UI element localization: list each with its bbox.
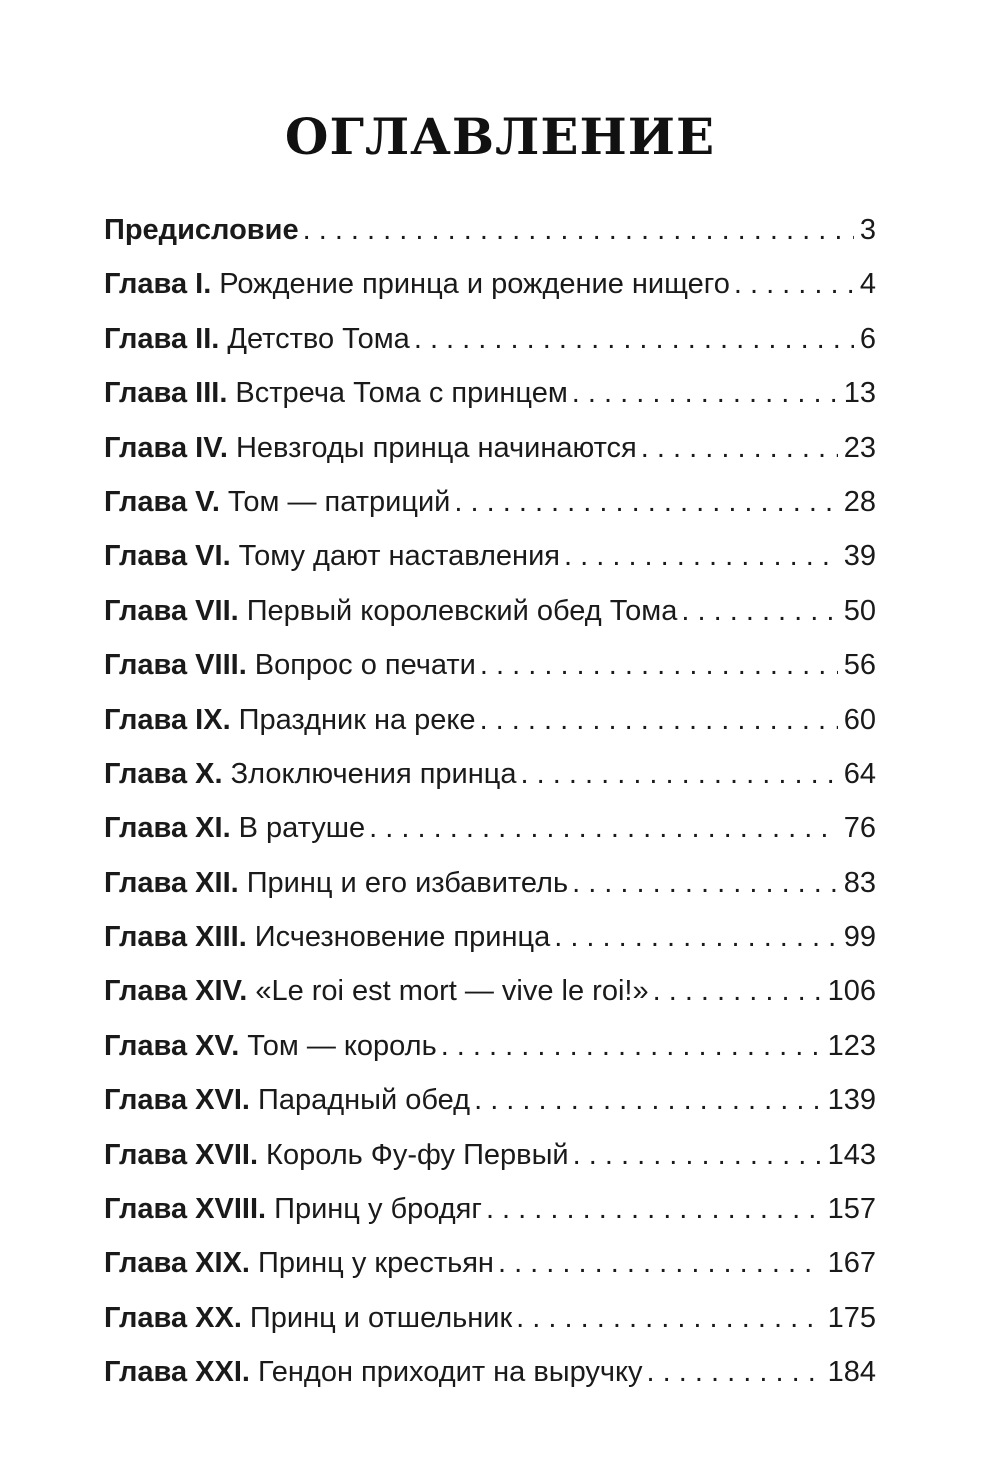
toc-entry-chapter-4 <box>104 432 876 486</box>
toc-entry-chapter-7 <box>104 595 876 649</box>
toc-entry-label: Глава XVI. <box>104 1084 250 1117</box>
toc-entry-chapter-16 <box>104 1084 876 1138</box>
page-title: ОГЛАВЛЕНИЕ <box>284 107 716 166</box>
toc-entry-chapter-17 <box>104 1139 876 1193</box>
toc-entry-label: Глава XIV. <box>104 975 248 1008</box>
toc-page-number: 64 <box>843 757 876 790</box>
toc-entry-title: Рождение принца и рождение нищего <box>219 268 730 301</box>
toc-entry-label: Глава XIII. <box>104 921 247 954</box>
toc-page-number: 50 <box>843 594 876 627</box>
toc-entry-chapter-14 <box>104 975 876 1029</box>
toc-page-number: 184 <box>827 1356 876 1389</box>
toc-entry-chapter-9 <box>104 704 876 758</box>
toc-page-number: 76 <box>843 812 876 845</box>
toc-entry-chapter-12 <box>104 867 876 921</box>
toc-entry-title: Принц у бродяг <box>274 1193 482 1226</box>
toc-entry-title: Тому дают наставления <box>238 540 560 573</box>
toc-entry-title: Встреча Тома с принцем <box>235 377 568 410</box>
dot-leader <box>486 1193 822 1226</box>
toc-page-number: 28 <box>843 485 876 518</box>
toc-entry-chapter-3 <box>104 377 876 431</box>
dot-leader <box>441 1030 822 1063</box>
toc-entry-chapter-20 <box>104 1302 876 1356</box>
toc-page-number: 6 <box>859 322 876 355</box>
toc-page-number: 175 <box>827 1301 876 1334</box>
dot-leader <box>681 595 837 628</box>
toc-entry-chapter-6 <box>104 540 876 594</box>
dot-leader <box>564 540 838 573</box>
toc-entry-title: Детство Тома <box>227 322 410 355</box>
toc-page-number: 56 <box>843 649 876 682</box>
dot-leader <box>480 649 838 682</box>
toc-entry-label: Глава IV. <box>104 431 228 464</box>
toc-entry-preface <box>104 214 876 268</box>
toc-entry-label: Глава XVIII. <box>104 1193 267 1226</box>
toc-entry-title: Король Фу-фу Первый <box>266 1138 569 1171</box>
toc-entry-label: Глава XI. <box>104 812 231 845</box>
toc-entry-chapter-11 <box>104 812 876 866</box>
toc-entry-label: Глава XXI. <box>104 1356 250 1389</box>
toc-entry-chapter-18 <box>104 1193 876 1247</box>
toc-page-number: 39 <box>843 540 876 573</box>
toc-entry-label: Глава XX. <box>104 1301 242 1334</box>
dot-leader <box>498 1247 822 1280</box>
toc-entry-title: Гендон приходит на выручку <box>257 1356 643 1389</box>
dot-leader <box>641 432 838 465</box>
toc-entry-chapter-13 <box>104 921 876 975</box>
toc-entry-chapter-15 <box>104 1030 876 1084</box>
toc-entry-title: Исчезновение принца <box>254 921 551 954</box>
toc-entry-chapter-5 <box>104 486 876 540</box>
toc-entry-label: Глава XIX. <box>104 1247 250 1280</box>
dot-leader <box>369 812 838 845</box>
toc-entry-chapter-19 <box>104 1247 876 1301</box>
toc-entry-title: Том — король <box>247 1029 437 1062</box>
toc-page-number: 157 <box>827 1193 876 1226</box>
toc-page-number: 13 <box>843 377 876 410</box>
toc-entry-label: Глава XII. <box>104 866 239 899</box>
toc-entry-chapter-2 <box>104 323 876 377</box>
toc-page-number: 4 <box>859 268 876 301</box>
toc-entry-title: Праздник на реке <box>238 703 476 736</box>
dot-leader <box>572 867 838 900</box>
dot-leader <box>474 1084 822 1117</box>
dot-leader <box>454 486 837 519</box>
toc-entry-title: «Le roi est mort — vive le roi!» <box>255 975 649 1008</box>
toc-entry-label: Предисловие <box>104 214 299 246</box>
dot-leader <box>414 323 854 356</box>
toc-entry-title: Принц у крестьян <box>257 1247 494 1280</box>
toc-entry-label: Глава X. <box>104 757 223 790</box>
dot-leader <box>303 214 854 247</box>
toc-page-number: 83 <box>843 866 876 899</box>
toc-entry-label: Глава XV. <box>104 1029 240 1062</box>
toc-entry-label: Глава IX. <box>104 703 231 736</box>
toc-entry-label: Глава VII. <box>104 594 239 627</box>
toc-entry-chapter-1 <box>104 268 876 322</box>
toc-entry-label: Глава VI. <box>104 540 231 573</box>
toc-entry-title: Невзгоды принца начинаются <box>235 431 637 464</box>
dot-leader <box>734 268 854 301</box>
dot-leader <box>521 758 838 791</box>
toc-entry-label: Глава VIII. <box>104 649 247 682</box>
toc-entry-label: Глава XVII. <box>104 1138 259 1171</box>
toc-page-number: 167 <box>827 1247 876 1280</box>
toc-entry-title: В ратуше <box>238 812 366 845</box>
toc-page-number: 106 <box>827 975 876 1008</box>
toc-page-number: 143 <box>827 1138 876 1171</box>
toc-entry-chapter-10 <box>104 758 876 812</box>
dot-leader <box>647 1356 822 1389</box>
dot-leader <box>554 921 838 954</box>
toc-entry-title: Принц и отшельник <box>249 1301 513 1334</box>
toc-page-number: 3 <box>859 214 876 246</box>
table-of-contents <box>104 214 876 1411</box>
toc-page-number: 99 <box>843 921 876 954</box>
toc-entry-chapter-8 <box>104 649 876 703</box>
toc-entry-label: Глава II. <box>104 322 220 355</box>
dot-leader <box>516 1302 821 1335</box>
toc-page-number: 123 <box>827 1029 876 1062</box>
toc-entry-label: Глава I. <box>104 268 212 301</box>
toc-entry-title: Первый королевский обед Тома <box>246 594 678 627</box>
toc-entry-title: Злоключения принца <box>230 757 517 790</box>
toc-entry-label: Глава III. <box>104 377 228 410</box>
toc-page-number: 139 <box>827 1084 876 1117</box>
toc-entry-title: Том — патриций <box>227 485 451 518</box>
dot-leader <box>573 1139 822 1172</box>
toc-entry-title: Принц и его избавитель <box>246 866 569 899</box>
dot-leader <box>572 377 838 410</box>
toc-page-number: 60 <box>843 703 876 736</box>
toc-entry-title: Вопрос о печати <box>254 649 476 682</box>
toc-entry-label: Глава V. <box>104 485 220 518</box>
dot-leader <box>480 704 838 737</box>
toc-page-number: 23 <box>843 431 876 464</box>
toc-entry-chapter-21 <box>104 1356 876 1410</box>
toc-entry-title: Парадный обед <box>257 1084 471 1117</box>
dot-leader <box>653 975 822 1008</box>
